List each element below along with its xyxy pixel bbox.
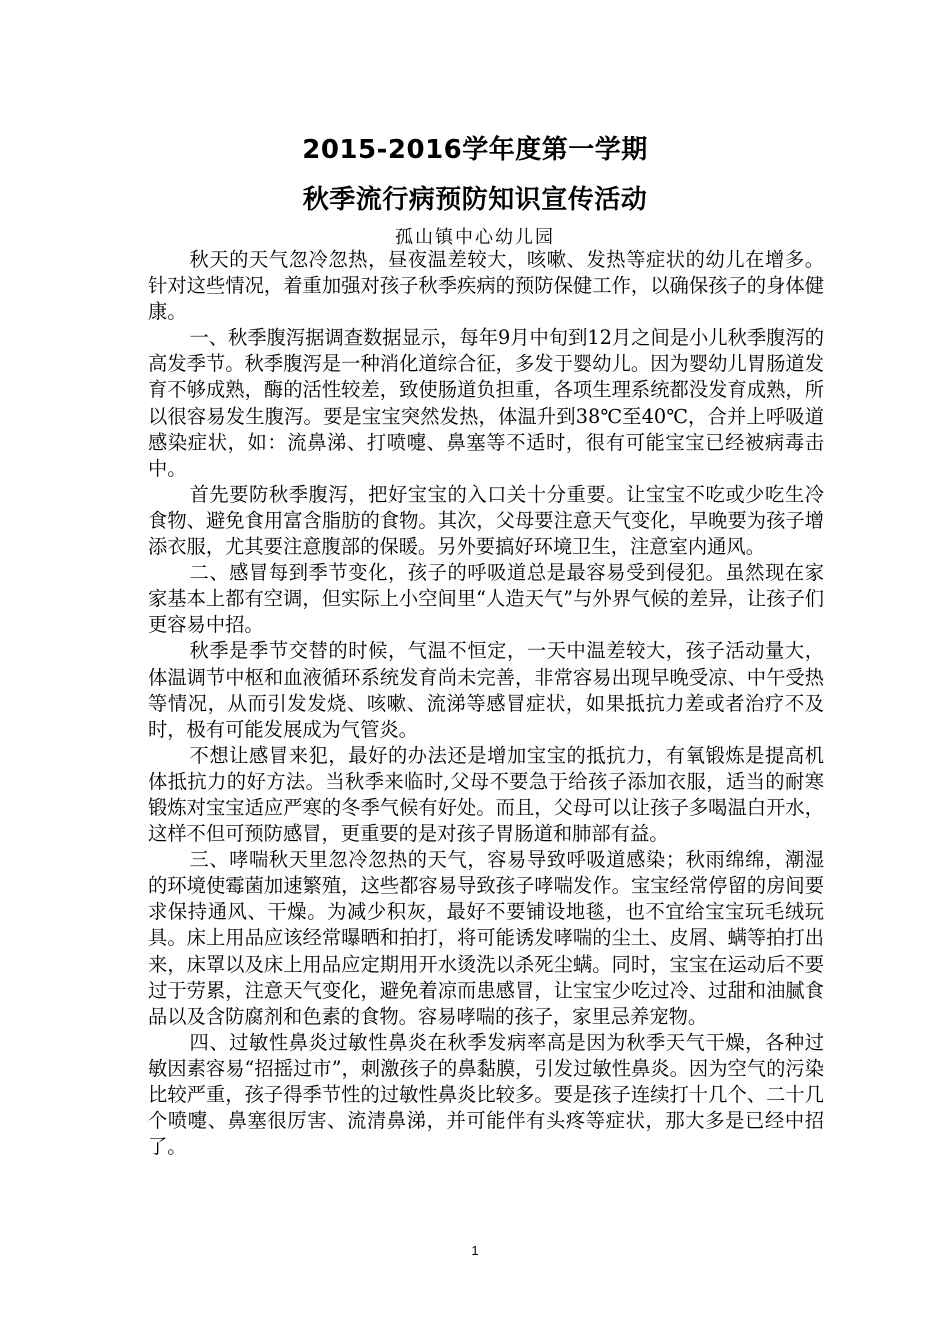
school-name: 孤山镇中心幼儿园 (395, 227, 555, 248)
page-number: 1 (471, 1243, 479, 1258)
paragraph-allergic-rhinitis: 四、过敏性鼻炎过敏性鼻炎在秋季发病率高是因为秋季天气干燥，各种过敏因素容易“招摇过市”，刺激孩子的鼻黏膜，引发过敏性鼻炎。因为空气的污染比较严重，孩子得季节性的过敏性鼻炎比较多。要是孩子连续打十几个、二十几个喷嚏、鼻塞很厉害、流清鼻涕，并可能伴有头疼等症状，那大多是已经中招了。 (148, 1030, 824, 1159)
paragraph-cold: 二、感冒每到季节变化，孩子的呼吸道总是最容易受到侵犯。虽然现在家家基本上都有空调，但实际上小空间里“人造天气”与外界气候的差异，让孩子们更容易中招。 (148, 561, 824, 637)
document-body (148, 247, 824, 1160)
document-title-line1: 2015-2016学年度第一学期 (302, 135, 648, 165)
paragraph-cold-prevention: 不想让感冒来犯，最好的办法还是增加宝宝的抵抗力，有氧锻炼是提高机体抵抗力的好方法。当秋季来临时,父母不要急于给孩子添加衣服，适当的耐寒锻炼对宝宝适应严寒的冬季气候有好处。而且，父母可以让孩子多喝温白开水，这样不但可预防感冒，更重要的是对孩子胃肠道和肺部有益。 (148, 743, 824, 846)
paragraph-cold-causes: 秋季是季节交替的时候，气温不恒定，一天中温差较大，孩子活动量大，体温调节中枢和血液循环系统发育尚未完善，非常容易出现早晚受凉、中午受热等情况，从而引发发烧、咳嗽、流涕等感冒症状，如果抵抗力差或者治疗不及时，极有可能发展成为气管炎。 (148, 639, 824, 741)
paragraph-diarrhea-prevention: 首先要防秋季腹泻，把好宝宝的入口关十分重要。让宝宝不吃或少吃生冷食物、避免食用富含脂肪的食物。其次，父母要注意天气变化，早晚要为孩子增添衣服，尤其要注意腹部的保暖。另外要搞好环境卫生，注意室内通风。 (148, 482, 824, 559)
paragraph-autumn-diarrhea: 一、秋季腹泻据调查数据显示，每年9月中旬到12月之间是小儿秋季腹泻的高发季节。秋季腹泻是一种消化道综合征，多发于婴幼儿。因为婴幼儿胃肠道发育不够成熟，酶的活性较差，致使肠道负担重，各项生理系统都没发育成熟，所以很容易发生腹泻。要是宝宝突然发热，体温升到38℃至40℃，合并上呼吸道感染症状，如：流鼻涕、打喷嚏、鼻塞等不适时，很有可能宝宝已经被病毒击中。 (148, 326, 825, 480)
paragraph-intro: 秋天的天气忽冷忽热，昼夜温差较大，咳嗽、发热等症状的幼儿在增多。针对这些情况，着重加强对孩子秋季疾病的预防保健工作，以确保孩子的身体健康。 (148, 248, 824, 324)
paragraph-asthma: 三、哮喘秋天里忽冷忽热的天气，容易导致呼吸道感染；秋雨绵绵，潮湿的环境使霉菌加速繁殖，这些都容易导致孩子哮喘发作。宝宝经常停留的房间要求保持通风、干燥。为减少积灰，最好不要铺设地毯，也不宜给宝宝玩毛绒玩具。床上用品应该经常曝晒和拍打，将可能诱发哮喘的尘土、皮屑、螨等拍打出来，床罩以及床上用品应定期用开水烫洗以杀死尘螨。同时，宝宝在运动后不要过于劳累，注意天气变化，避免着凉而患感冒，让宝宝少吃过冷、过甜和油腻食品以及含防腐剂和色素的食物。容易哮喘的孩子，家里忌养宠物。 (148, 848, 824, 1028)
document-title-line2: 秋季流行病预防知识宣传活动 (302, 185, 648, 215)
